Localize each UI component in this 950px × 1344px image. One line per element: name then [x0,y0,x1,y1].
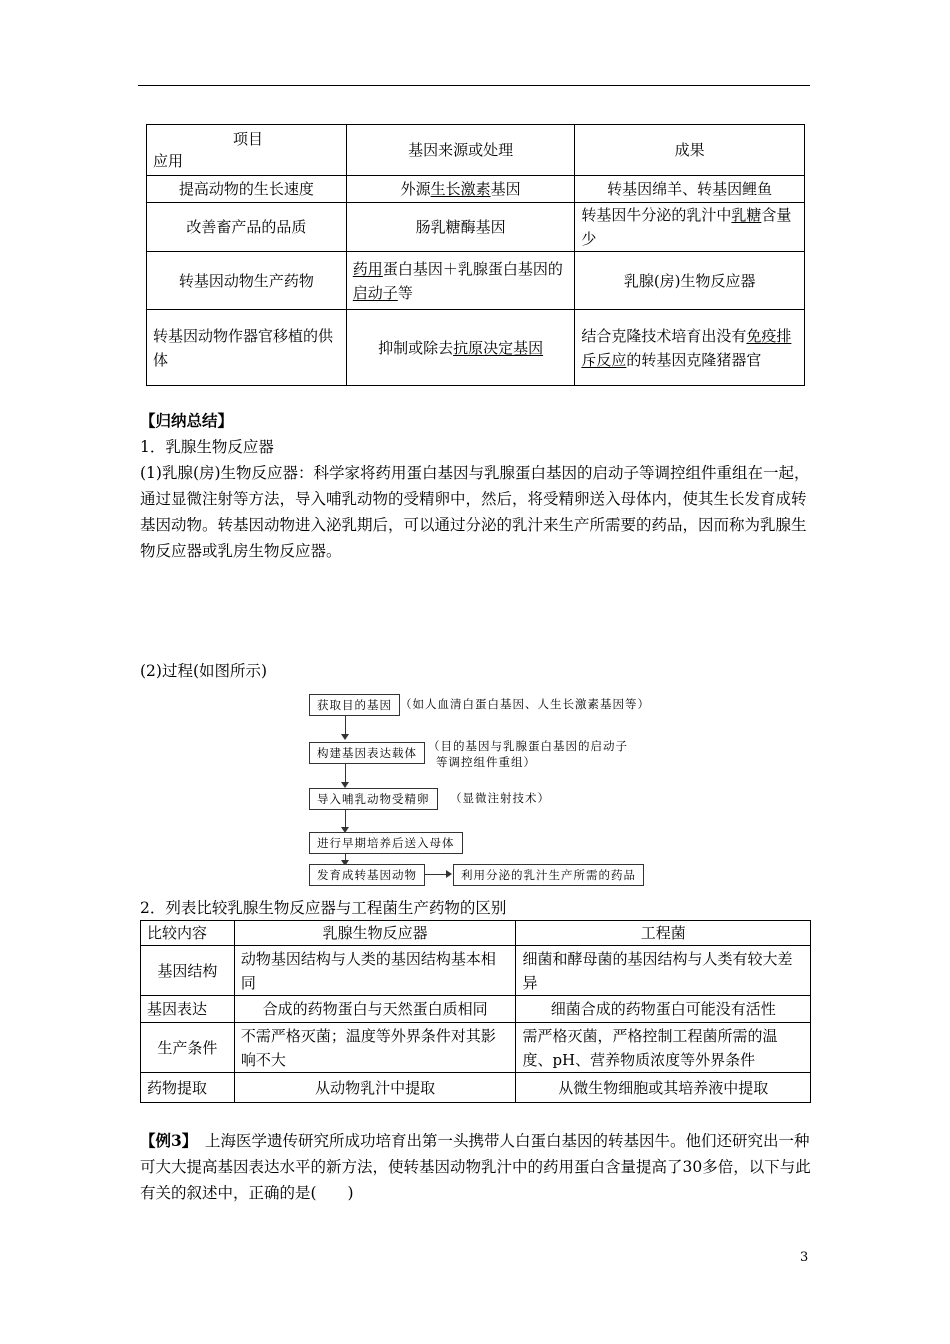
flow-connector [424,874,448,875]
table-cell [575,310,805,386]
table-row [147,203,805,252]
table-cell: 不需严格灭菌；温度等外界条件对其影响不大 [234,1023,516,1073]
underlined-text: 启动子 [352,283,398,302]
header-cell: 乳腺生物反应器 [234,921,516,946]
underlined-text: 药用 [352,259,383,278]
flow-step: 发育成转基因动物 [309,864,425,886]
table-row [141,1073,811,1103]
table-cell: 基因结构 [141,946,235,996]
table-row [147,176,805,203]
example-text: 上海医学遗传研究所成功培育出第一头携带人白蛋白基因的转基因牛。他们还研究出一种可大大提高基因表达水平的新方法，使转基因动物乳汁中的药用蛋白含量提高了30多倍，以下与此有关的叙述中，正确的是( ) [140,1132,811,1202]
underlined-text: 乳糖 [731,206,762,224]
cell-text: 等 [397,283,413,302]
corner-top: 项目 [233,130,264,148]
table-cell: 细菌和酵母菌的基因结构与人类有较大差异 [516,946,811,996]
flow-connector [345,763,346,783]
table-cell: 基因表达 [141,996,235,1023]
arrow-right-icon [446,870,452,878]
example-question [140,1128,812,1206]
corner-cell [147,125,347,176]
table-row [141,946,811,996]
flow-step: 获取目的基因 [309,694,400,716]
header-cell: 成果 [575,125,805,176]
cell-text: 基因 [490,180,521,198]
flow-result: 利用分泌的乳汁生产所需的药品 [453,864,644,886]
table-cell: 细菌合成的药物蛋白可能没有活性 [516,996,811,1023]
comparison-table [140,920,811,1103]
flow-step: 构建基因表达载体 [309,742,425,764]
table-cell: 从动物乳汁中提取 [234,1073,516,1103]
cell-text: 抑制或除去 [378,338,454,357]
table-row [147,252,805,310]
flow-step: 导入哺乳动物受精卵 [309,788,438,810]
section-title: 2．列表比较乳腺生物反应器与工程菌生产药物的区别 [140,899,507,917]
arrow-down-icon [341,734,349,740]
table-row [141,1023,811,1073]
header-rule [138,85,810,86]
flow-note: （目的基因与乳腺蛋白基因的启动子 [428,739,628,753]
flow-note: 等调控组件重组） [436,755,536,769]
table-cell [346,176,575,203]
header-cell: 工程菌 [516,921,811,946]
table-cell: 肠乳糖酶基因 [346,203,575,252]
underlined-text: 抗原决定基因 [453,338,544,357]
table-row [141,921,811,946]
table-cell [346,310,575,386]
table-cell: 生产条件 [141,1023,235,1073]
paragraph: (1)乳腺(房)生物反应器：科学家将药用蛋白基因与乳腺蛋白基因的启动子等调控组件重组在一起，通过显微注射等方法，导入哺乳动物的受精卵中，然后，将受精卵送入母体内，使其生长发育成转基因动物。转基因动物进入泌乳期后，可以通过分泌的乳汁来生产所需要的药品，因而称为乳腺生物反应器或乳房生物反应器。 [140,464,810,560]
table-cell: 从微生物细胞或其培养液中提取 [516,1073,811,1103]
cell-text: 结合克隆技术培育出没有 [581,326,747,345]
subheading: (2)过程(如图所示) [140,662,268,680]
application-table [146,124,805,386]
header-cell: 基因来源或处理 [346,125,575,176]
table-cell: 转基因动物作器官移植的供体 [147,310,347,386]
table-cell [346,252,575,310]
table-cell: 需严格灭菌，严格控制工程菌所需的温度、pH、营养物质浓度等外界条件 [516,1023,811,1073]
example-label: 【例3】 [140,1131,190,1150]
table-cell: 转基因动物生产药物 [147,252,347,310]
table-cell: 提高动物的生长速度 [147,176,347,203]
table-cell: 动物基因结构与人类的基因结构基本相同 [234,946,516,996]
underlined-text: 生长激素 [430,180,491,198]
table-cell: 合成的药物蛋白与天然蛋白质相同 [234,996,516,1023]
corner-bottom: 应用 [153,152,184,170]
table-cell: 改善畜产品的品质 [147,203,347,252]
cell-text: 的转基因克隆猪器官 [626,350,762,369]
flow-connector [345,715,346,735]
table-row [147,125,805,176]
cell-text: 转基因牛分泌的乳汁中 [581,206,732,224]
process-flowchart [300,688,660,888]
table-cell: 转基因绵羊、转基因鲤鱼 [575,176,805,203]
cell-text: 含量少 [581,206,792,248]
table-row [141,996,811,1023]
section-title: 1．乳腺生物反应器 [140,438,274,456]
table-cell: 乳腺(房)生物反应器 [575,252,805,310]
summary-heading: 【归纳总结】 [140,411,234,430]
flow-connector [345,809,346,829]
table-cell [575,203,805,252]
cell-text: 外源 [400,180,431,198]
table-cell: 药物提取 [141,1073,235,1103]
header-cell: 比较内容 [141,921,235,946]
flow-note: （显微注射技术） [450,791,550,805]
page-number: 3 [800,1250,809,1265]
cell-text: 蛋白基因＋乳腺蛋白基因的 [382,259,563,278]
flow-note: （如人血清白蛋白基因、人生长激素基因等） [400,697,650,711]
flow-step: 进行早期培养后送入母体 [309,832,463,854]
table-row [147,310,805,386]
underlined-text: 免疫排斥反应 [581,326,792,369]
